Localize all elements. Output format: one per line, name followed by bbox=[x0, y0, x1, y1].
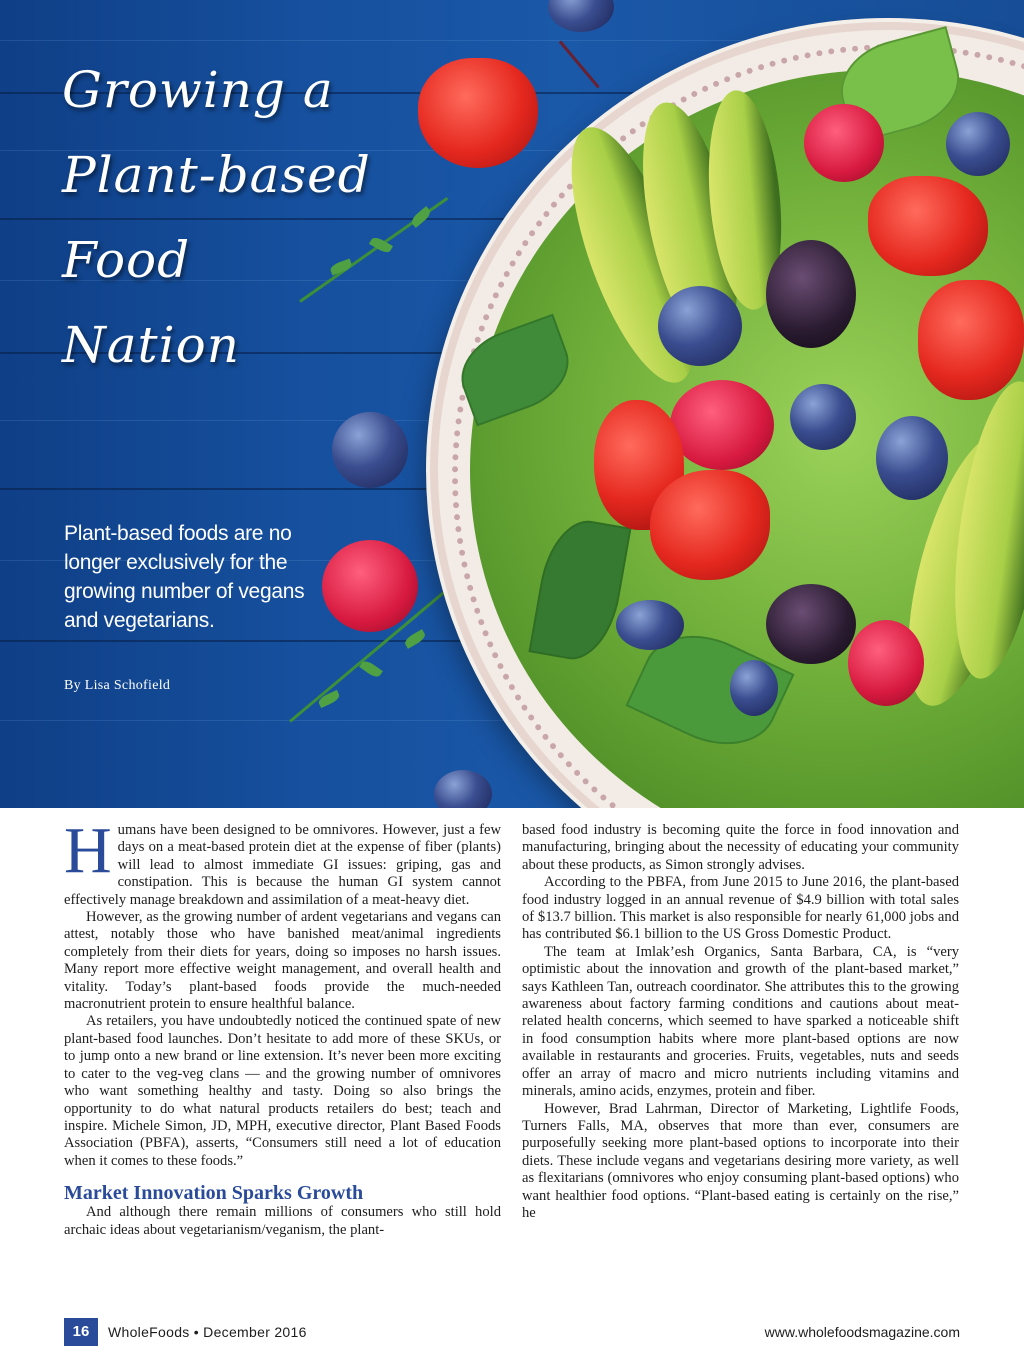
blueberry bbox=[616, 600, 684, 650]
blackberry bbox=[766, 240, 856, 348]
article-subtitle: Plant-based foods are no longer exclusively for the growing number of vegans and vegetarians. bbox=[64, 522, 305, 632]
title-line: Growing a bbox=[62, 61, 334, 119]
blueberry bbox=[730, 660, 778, 716]
article-paragraph: According to the PBFA, from June 2015 to June 2016, the plant-based food industry logged in an annual revenue of $4.9 billion with total sales of $13.7 billion. This market is also responsible for nearly 61,000 jobs and has contributed $6.1 billion to the US Gross Domestic Product. bbox=[522, 874, 959, 943]
page-footer bbox=[0, 1318, 1024, 1348]
publication-info: WholeFoods • December 2016 bbox=[108, 1324, 307, 1340]
article-paragraph: However, as the growing number of ardent vegetarians and vegans can attest, notably those who have banished meat/animal ingredients completely from their diets for years, doing so imposes no harsh issues. Many report more effective weight management, and overall health and vitality. Today’s plant-based foods provide the much-needed macronutrient protein to ensure healthful balance. bbox=[64, 909, 501, 1013]
blueberry bbox=[790, 384, 856, 450]
article-paragraph: However, Brad Lahrman, Director of Marketing, Lightlife Foods, Turners Falls, MA, observes that more than ever, consumers are purposefully seeking more plant-based options to incorporate into their diets. These include vegans and vegetarians desiring more variety, as well as flexitarians (omnivores who enjoy consuming plant-based options) who want healthier food options. “Plant-based eating is certainly on the rise,” he bbox=[522, 1100, 959, 1221]
strawberry-slice bbox=[918, 280, 1024, 400]
herb-leaf bbox=[359, 659, 383, 680]
strawberry-slice bbox=[650, 470, 770, 580]
title-line: Food bbox=[62, 231, 191, 289]
blueberry bbox=[434, 770, 492, 808]
blueberry bbox=[548, 0, 614, 32]
herb-leaf bbox=[403, 629, 427, 649]
blueberry bbox=[946, 112, 1010, 176]
article-column-left bbox=[64, 814, 501, 1239]
raspberry bbox=[848, 620, 924, 706]
raspberry bbox=[322, 540, 418, 632]
article-column-right bbox=[522, 822, 959, 1222]
page-number: 16 bbox=[64, 1318, 98, 1346]
strawberry-slice bbox=[868, 176, 988, 276]
beet-leaf-stem bbox=[559, 41, 600, 89]
paragraph-text: umans have been designed to be omnivores. However, just a few days on a meat-based protein diet at the expense of fiber (plants) will lead to almost immediate GI issues: griping, gas and constipation. This is because the human GI system cannot effectively manage breakdown and assimilation of a meat-heavy diet. bbox=[64, 822, 501, 908]
blueberry bbox=[658, 286, 742, 366]
blackberry bbox=[766, 584, 856, 664]
article-paragraph: based food industry is becoming quite the force in food innovation and manufacturing, bringing about the necessity of educating your community about these products, as Simon strongly advises. bbox=[522, 822, 959, 873]
article-paragraph: And although there remain millions of consumers who still hold archaic ideas about vegetarianism/veganism, the plant- bbox=[64, 1204, 501, 1238]
section-heading: Market Innovation Sparks Growth bbox=[64, 1182, 364, 1205]
raspberry bbox=[804, 104, 884, 182]
article-paragraph bbox=[64, 814, 501, 909]
raspberry bbox=[670, 380, 774, 470]
blueberry bbox=[876, 416, 948, 500]
drop-cap: H bbox=[64, 814, 112, 887]
article-paragraph: As retailers, you have undoubtedly noticed the continued spate of new plant-based food launches. Don’t hesitate to add more of these SKUs, or to jump onto a new brand or line extension. It’s never been more exciting to cater to the veg-veg clans — and the growing number of omnivores who want something healthy and tasty. Doing so also brings the opportunity to do what natural products retailers do best; teach and inspire. Michele Simon, JD, MPH, executive director, Plant Based Foods Association (PBFA), asserts, “Consumers still need a lot of education when it comes to these foods.” bbox=[64, 1013, 501, 1169]
article-title bbox=[62, 48, 462, 388]
title-line: Nation bbox=[62, 316, 240, 374]
blueberry bbox=[332, 412, 408, 488]
byline: By Lisa Schofield bbox=[64, 678, 171, 693]
website-url[interactable]: www.wholefoodsmagazine.com bbox=[764, 1324, 960, 1340]
article-paragraph: The team at Imlak’esh Organics, Santa Barbara, CA, is “very optimistic about the innovation and growth of the plant-based market,” says Kathleen Tan, outreach coordinator. She attributes this to the growing awareness about factory farming conditions and cautions about meat-related health concerns, which seemed to have sparked a noticeable shift in food consumption habits where more plant-based options are now available in restaurants and groceries. Fruits, vegetables, nuts and seeds offer an array of macro and micro nutrients including vitamins and minerals, amino acids, enzymes, protein and fiber. bbox=[522, 943, 959, 1100]
title-line: Plant-based bbox=[62, 146, 371, 204]
